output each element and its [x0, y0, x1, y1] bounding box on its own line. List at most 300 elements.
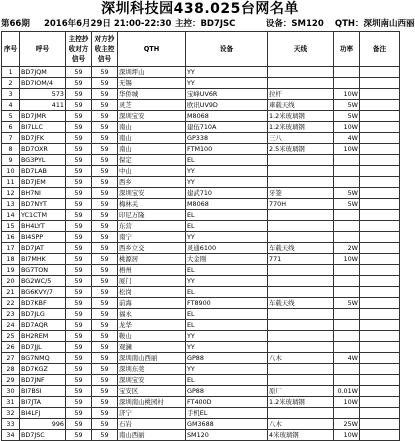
- cell-index: 32: [2, 408, 20, 419]
- cell-host-rx: 59: [66, 375, 92, 386]
- cell-power: 10W: [334, 89, 360, 100]
- cell-host-rx: 59: [66, 397, 92, 408]
- table-row: [2, 210, 400, 221]
- cell-qth: 中山: [118, 166, 186, 177]
- cell-equipment: YY: [186, 177, 268, 188]
- col-header-equipment: 设备: [186, 32, 268, 67]
- cell-qth: 深圳宝安: [118, 188, 186, 199]
- table-row: [2, 232, 400, 243]
- cell-antenna: 1.2米玻璃钢: [268, 122, 334, 133]
- cell-qth: 福永: [118, 309, 186, 320]
- cell-equipment: FT400D: [186, 397, 268, 408]
- cell-index: 7: [2, 133, 20, 144]
- cell-host-rx: 59: [66, 298, 92, 309]
- cell-equipment: FT8900: [186, 298, 268, 309]
- cell-notes: [360, 243, 400, 254]
- cell-power: [334, 177, 360, 188]
- cell-index: 25: [2, 331, 20, 342]
- cell-equipment: 灵通6100: [186, 243, 268, 254]
- cell-index: 24: [2, 320, 20, 331]
- cell-host-rx: 59: [66, 386, 92, 397]
- cell-host-rx: 59: [66, 254, 92, 265]
- cell-callsign: BD7IOM/4: [20, 78, 66, 89]
- col-header-notes: 备注: [360, 32, 400, 67]
- cell-peer-rx: 59: [92, 221, 118, 232]
- cell-antenna: [268, 210, 334, 221]
- cell-qth: 西乡: [118, 177, 186, 188]
- cell-qth: 宝安区: [118, 386, 186, 397]
- cell-index: 18: [2, 254, 20, 265]
- table-row: [2, 166, 400, 177]
- cell-qth: 保定: [118, 155, 186, 166]
- cell-qth: 松岗: [118, 287, 186, 298]
- cell-notes: [360, 320, 400, 331]
- cell-callsign: BH2REM: [20, 331, 66, 342]
- cell-notes: [360, 89, 400, 100]
- cell-antenna: [268, 408, 334, 419]
- cell-power: 10W: [334, 122, 360, 133]
- cell-qth: 观澜: [118, 342, 186, 353]
- cell-power: [334, 309, 360, 320]
- cell-equipment: EL: [186, 287, 268, 298]
- cell-notes: [360, 408, 400, 419]
- table-row: [2, 331, 400, 342]
- cell-host-rx: 59: [66, 353, 92, 364]
- cell-callsign: 996: [20, 419, 66, 430]
- cell-equipment: 建伍710A: [186, 122, 268, 133]
- cell-power: [334, 78, 360, 89]
- cell-notes: [360, 144, 400, 155]
- cell-notes: [360, 331, 400, 342]
- cell-peer-rx: 59: [92, 199, 118, 210]
- cell-index: 16: [2, 232, 20, 243]
- cell-qth: 南山: [118, 122, 186, 133]
- cell-notes: [360, 122, 400, 133]
- cell-power: [334, 331, 360, 342]
- host-equipment: 设备：SM120: [265, 19, 324, 29]
- cell-host-rx: 59: [66, 111, 92, 122]
- cell-callsign: 573: [20, 89, 66, 100]
- cell-peer-rx: 59: [92, 243, 118, 254]
- cell-peer-rx: 59: [92, 254, 118, 265]
- cell-notes: [360, 111, 400, 122]
- cell-notes: [360, 419, 400, 430]
- cell-notes: [360, 232, 400, 243]
- cell-host-rx: 59: [66, 331, 92, 342]
- cell-peer-rx: 59: [92, 89, 118, 100]
- cell-qth: 龙华: [118, 320, 186, 331]
- cell-qth: 印尼万隆: [118, 210, 186, 221]
- cell-power: 2W: [334, 243, 360, 254]
- cell-host-rx: 59: [66, 364, 92, 375]
- cell-callsign: BH7NI: [20, 188, 66, 199]
- cell-antenna: 車载天线: [268, 100, 334, 111]
- cell-power: [334, 166, 360, 177]
- cell-notes: [360, 276, 400, 287]
- cell-equipment: 欧讯UV9D: [186, 100, 268, 111]
- cell-peer-rx: 59: [92, 309, 118, 320]
- cell-index: 19: [2, 265, 20, 276]
- cell-antenna: [268, 265, 334, 276]
- cell-qth: 南山: [118, 133, 186, 144]
- cell-callsign: BD7AQR: [20, 320, 66, 331]
- cell-host-rx: 59: [66, 67, 92, 78]
- cell-antenna: 原厂: [268, 386, 334, 397]
- cell-antenna: 八木: [268, 353, 334, 364]
- cell-notes: [360, 133, 400, 144]
- cell-host-rx: 59: [66, 221, 92, 232]
- cell-qth: 前海: [118, 298, 186, 309]
- cell-peer-rx: 59: [92, 408, 118, 419]
- cell-notes: [360, 298, 400, 309]
- cell-equipment: GP338: [186, 133, 268, 144]
- cell-power: [334, 287, 360, 298]
- cell-host-rx: 59: [66, 122, 92, 133]
- cell-callsign: BH4LYT: [20, 221, 66, 232]
- table-row: [2, 309, 400, 320]
- cell-peer-rx: 59: [92, 265, 118, 276]
- col-header-callsign: 呼号: [20, 32, 66, 67]
- cell-index: 29: [2, 375, 20, 386]
- cell-power: [334, 408, 360, 419]
- table-row: [2, 155, 400, 166]
- cell-power: 0.01W: [334, 386, 360, 397]
- cell-index: 21: [2, 287, 20, 298]
- cell-power: 5W: [334, 100, 360, 111]
- cell-antenna: [268, 331, 334, 342]
- cell-antenna: [268, 67, 334, 78]
- cell-host-rx: 59: [66, 144, 92, 155]
- cell-notes: [360, 210, 400, 221]
- cell-notes: [360, 364, 400, 375]
- cell-equipment: YY: [186, 342, 268, 353]
- cell-notes: [360, 166, 400, 177]
- cell-antenna: 2.5米玻璃钢: [268, 144, 334, 155]
- cell-callsign: BG6KVY/7: [20, 287, 66, 298]
- cell-antenna: 1.2米玻璃钢: [268, 397, 334, 408]
- cell-index: 22: [2, 298, 20, 309]
- cell-peer-rx: 59: [92, 188, 118, 199]
- cell-callsign: BI7BSI: [20, 386, 66, 397]
- cell-equipment: YY: [186, 78, 268, 89]
- cell-peer-rx: 59: [92, 375, 118, 386]
- cell-power: 5W: [334, 199, 360, 210]
- cell-index: 26: [2, 342, 20, 353]
- cell-callsign: BD7KGZ: [20, 364, 66, 375]
- cell-antenna: [268, 276, 334, 287]
- table-row: [2, 144, 400, 155]
- cell-callsign: BD7KBF: [20, 298, 66, 309]
- cell-peer-rx: 59: [92, 122, 118, 133]
- cell-antenna: [268, 166, 334, 177]
- cell-qth: 深圳坪山: [118, 67, 186, 78]
- cell-peer-rx: 59: [92, 287, 118, 298]
- cell-qth: 深圳南山桃园村: [118, 397, 186, 408]
- cell-index: 5: [2, 111, 20, 122]
- cell-callsign: BD7JFK: [20, 133, 66, 144]
- col-header-index: 序号: [2, 32, 20, 67]
- cell-antenna: 三八: [268, 133, 334, 144]
- col-header-qth: QTH: [118, 32, 186, 67]
- cell-callsign: BD7LAB: [20, 166, 66, 177]
- cell-power: 10W: [334, 397, 360, 408]
- cell-power: [334, 155, 360, 166]
- cell-antenna: [268, 177, 334, 188]
- cell-callsign: 411: [20, 100, 66, 111]
- cell-index: 8: [2, 144, 20, 155]
- cell-callsign: BG7TON: [20, 265, 66, 276]
- cell-power: [334, 375, 360, 386]
- cell-callsign: BI4LFJ: [20, 408, 66, 419]
- cell-host-rx: 59: [66, 232, 92, 243]
- cell-host-rx: 59: [66, 342, 92, 353]
- cell-host-rx: 59: [66, 276, 92, 287]
- cell-index: 3: [2, 89, 20, 100]
- cell-equipment: 大金刚: [186, 254, 268, 265]
- cell-antenna: 车载天线: [268, 298, 334, 309]
- cell-notes: [360, 199, 400, 210]
- col-header-antenna: 天线: [268, 32, 334, 67]
- cell-equipment: EL: [186, 155, 268, 166]
- cell-peer-rx: 59: [92, 67, 118, 78]
- table-row: [2, 298, 400, 309]
- cell-callsign: BD7JMR: [20, 111, 66, 122]
- cell-qth: 深圳宝安: [118, 375, 186, 386]
- cell-host-rx: 59: [66, 199, 92, 210]
- cell-peer-rx: 59: [92, 232, 118, 243]
- cell-qth: 深圳南山西丽: [118, 353, 186, 364]
- cell-peer-rx: 59: [92, 320, 118, 331]
- table-row: [2, 78, 400, 89]
- cell-antenna: 车载天线: [268, 243, 334, 254]
- cell-index: 13: [2, 199, 20, 210]
- cell-qth: 深圳宝安: [118, 111, 186, 122]
- page-title: 深圳科技园438.025台网名单: [101, 1, 299, 17]
- cell-callsign: BG7NMQ: [20, 353, 66, 364]
- cell-equipment: YY: [186, 232, 268, 243]
- cell-qth: 灵芝: [118, 100, 186, 111]
- cell-power: [334, 232, 360, 243]
- cell-equipment: 建武710: [186, 188, 268, 199]
- cell-peer-rx: 59: [92, 111, 118, 122]
- cell-antenna: 拉杆: [268, 89, 334, 100]
- cell-qth: 济宁: [118, 408, 186, 419]
- cell-host-rx: 59: [66, 100, 92, 111]
- cell-qth: 无锡: [118, 78, 186, 89]
- cell-equipment: EL: [186, 265, 268, 276]
- table-row: [2, 342, 400, 353]
- table-row: [2, 111, 400, 122]
- session-number: 第66期: [1, 19, 30, 29]
- cell-power: [334, 210, 360, 221]
- cell-equipment: 宝峰UV6R: [186, 89, 268, 100]
- cell-antenna: [268, 342, 334, 353]
- cell-notes: [360, 287, 400, 298]
- cell-index: 31: [2, 397, 20, 408]
- cell-index: 20: [2, 276, 20, 287]
- table-row: [2, 276, 400, 287]
- cell-index: 6: [2, 122, 20, 133]
- cell-index: 33: [2, 419, 20, 430]
- cell-equipment: GP88: [186, 386, 268, 397]
- cell-power: [334, 67, 360, 78]
- cell-notes: [360, 353, 400, 364]
- cell-qth: 南山西丽: [118, 430, 186, 441]
- table-row: [2, 386, 400, 397]
- table-row: [2, 243, 400, 254]
- cell-antenna: [268, 309, 334, 320]
- table-row: [2, 287, 400, 298]
- cell-qth: 桃源居: [118, 254, 186, 265]
- cell-power: [334, 276, 360, 287]
- cell-equipment: EL: [186, 309, 268, 320]
- cell-antenna: [268, 375, 334, 386]
- cell-index: 14: [2, 210, 20, 221]
- cell-callsign: BD7JNF: [20, 375, 66, 386]
- cell-callsign: BD7NYT: [20, 199, 66, 210]
- table-row: [2, 188, 400, 199]
- cell-equipment: YY: [186, 331, 268, 342]
- cell-notes: [360, 386, 400, 397]
- cell-peer-rx: 59: [92, 177, 118, 188]
- cell-antenna: [268, 78, 334, 89]
- cell-peer-rx: 59: [92, 397, 118, 408]
- table-row: [2, 67, 400, 78]
- cell-index: 17: [2, 243, 20, 254]
- host-callsign: 主控：BD7JSC: [174, 19, 236, 29]
- table-row: [2, 221, 400, 232]
- cell-equipment: YY: [186, 276, 268, 287]
- session-datetime: 2016年6月29日 21:00-22:30: [43, 19, 172, 29]
- table-row: [2, 419, 400, 430]
- cell-host-rx: 59: [66, 155, 92, 166]
- cell-index: 11: [2, 177, 20, 188]
- cell-host-rx: 59: [66, 408, 92, 419]
- table-row: [2, 397, 400, 408]
- cell-qth: 鞍山: [118, 331, 186, 342]
- cell-callsign: BD7JQM: [20, 67, 66, 78]
- cell-equipment: M8068: [186, 111, 268, 122]
- cell-host-rx: 59: [66, 188, 92, 199]
- cell-index: 30: [2, 386, 20, 397]
- table-row: [2, 408, 400, 419]
- cell-antenna: [268, 364, 334, 375]
- cell-index: 12: [2, 188, 20, 199]
- col-header-host-rx: 主控抄收对方信号: [66, 32, 92, 67]
- cell-peer-rx: 59: [92, 430, 118, 441]
- cell-power: 5W: [334, 188, 360, 199]
- table-body: [2, 67, 400, 441]
- cell-peer-rx: 59: [92, 342, 118, 353]
- cell-power: 5W: [334, 111, 360, 122]
- cell-notes: [360, 265, 400, 276]
- cell-peer-rx: 59: [92, 144, 118, 155]
- cell-host-rx: 59: [66, 430, 92, 441]
- table-header-row: [2, 32, 400, 67]
- cell-antenna: 4米玻璃钢: [268, 430, 334, 441]
- cell-peer-rx: 59: [92, 419, 118, 430]
- table-row: [2, 265, 400, 276]
- cell-peer-rx: 59: [92, 364, 118, 375]
- cell-antenna: [268, 232, 334, 243]
- cell-power: [334, 265, 360, 276]
- cell-host-rx: 59: [66, 287, 92, 298]
- cell-index: 4: [2, 100, 20, 111]
- cell-power: 25W: [334, 419, 360, 430]
- cell-power: 4W: [334, 353, 360, 364]
- cell-notes: [360, 397, 400, 408]
- cell-equipment: EL: [186, 221, 268, 232]
- cell-equipment: 手机EL: [186, 408, 268, 419]
- cell-qth: 南山: [118, 144, 186, 155]
- table-row: [2, 430, 400, 441]
- cell-callsign: YC1CTM: [20, 210, 66, 221]
- participant-table: [1, 31, 400, 441]
- table-row: [2, 254, 400, 265]
- cell-antenna: 八木: [268, 419, 334, 430]
- cell-index: 28: [2, 364, 20, 375]
- cell-power: 10W: [334, 430, 360, 441]
- cell-equipment: GM3688: [186, 419, 268, 430]
- cell-power: [334, 320, 360, 331]
- cell-notes: [360, 67, 400, 78]
- cell-antenna: 771: [268, 254, 334, 265]
- cell-antenna: 1.2米玻璃钢: [268, 111, 334, 122]
- col-header-peer-rx: 对方抄收主控信号: [92, 32, 118, 67]
- cell-notes: [360, 342, 400, 353]
- cell-antenna: [268, 155, 334, 166]
- cell-index: 9: [2, 155, 20, 166]
- cell-host-rx: 59: [66, 309, 92, 320]
- cell-host-rx: 59: [66, 265, 92, 276]
- cell-peer-rx: 59: [92, 166, 118, 177]
- cell-callsign: BD7JAT: [20, 243, 66, 254]
- cell-callsign: BI4SPP: [20, 232, 66, 243]
- host-qth: QTH：深圳南山西丽: [334, 19, 415, 29]
- cell-power: 4W: [334, 133, 360, 144]
- cell-power: 10W: [334, 254, 360, 265]
- cell-callsign: BD7JJL: [20, 342, 66, 353]
- cell-equipment: EL: [186, 210, 268, 221]
- cell-host-rx: 59: [66, 166, 92, 177]
- cell-index: 15: [2, 221, 20, 232]
- cell-antenna: 770H: [268, 199, 334, 210]
- cell-callsign: BD7OXR: [20, 144, 66, 155]
- cell-host-rx: 59: [66, 243, 92, 254]
- cell-peer-rx: 59: [92, 353, 118, 364]
- cell-qth: 厦门: [118, 276, 186, 287]
- cell-equipment: GP88: [186, 353, 268, 364]
- cell-peer-rx: 59: [92, 210, 118, 221]
- cell-antenna: [268, 320, 334, 331]
- cell-equipment: EL: [186, 375, 268, 386]
- cell-callsign: BG3PYL: [20, 155, 66, 166]
- cell-peer-rx: 59: [92, 78, 118, 89]
- table-row: [2, 320, 400, 331]
- cell-notes: [360, 375, 400, 386]
- cell-index: 1: [2, 67, 20, 78]
- cell-antenna: [268, 221, 334, 232]
- cell-equipment: SM120: [186, 430, 268, 441]
- cell-notes: [360, 309, 400, 320]
- cell-host-rx: 59: [66, 419, 92, 430]
- cell-qth: 梅林关: [118, 199, 186, 210]
- table-row: [2, 364, 400, 375]
- table-row: [2, 122, 400, 133]
- cell-notes: [360, 78, 400, 89]
- cell-host-rx: 59: [66, 89, 92, 100]
- cell-callsign: BI7LLC: [20, 122, 66, 133]
